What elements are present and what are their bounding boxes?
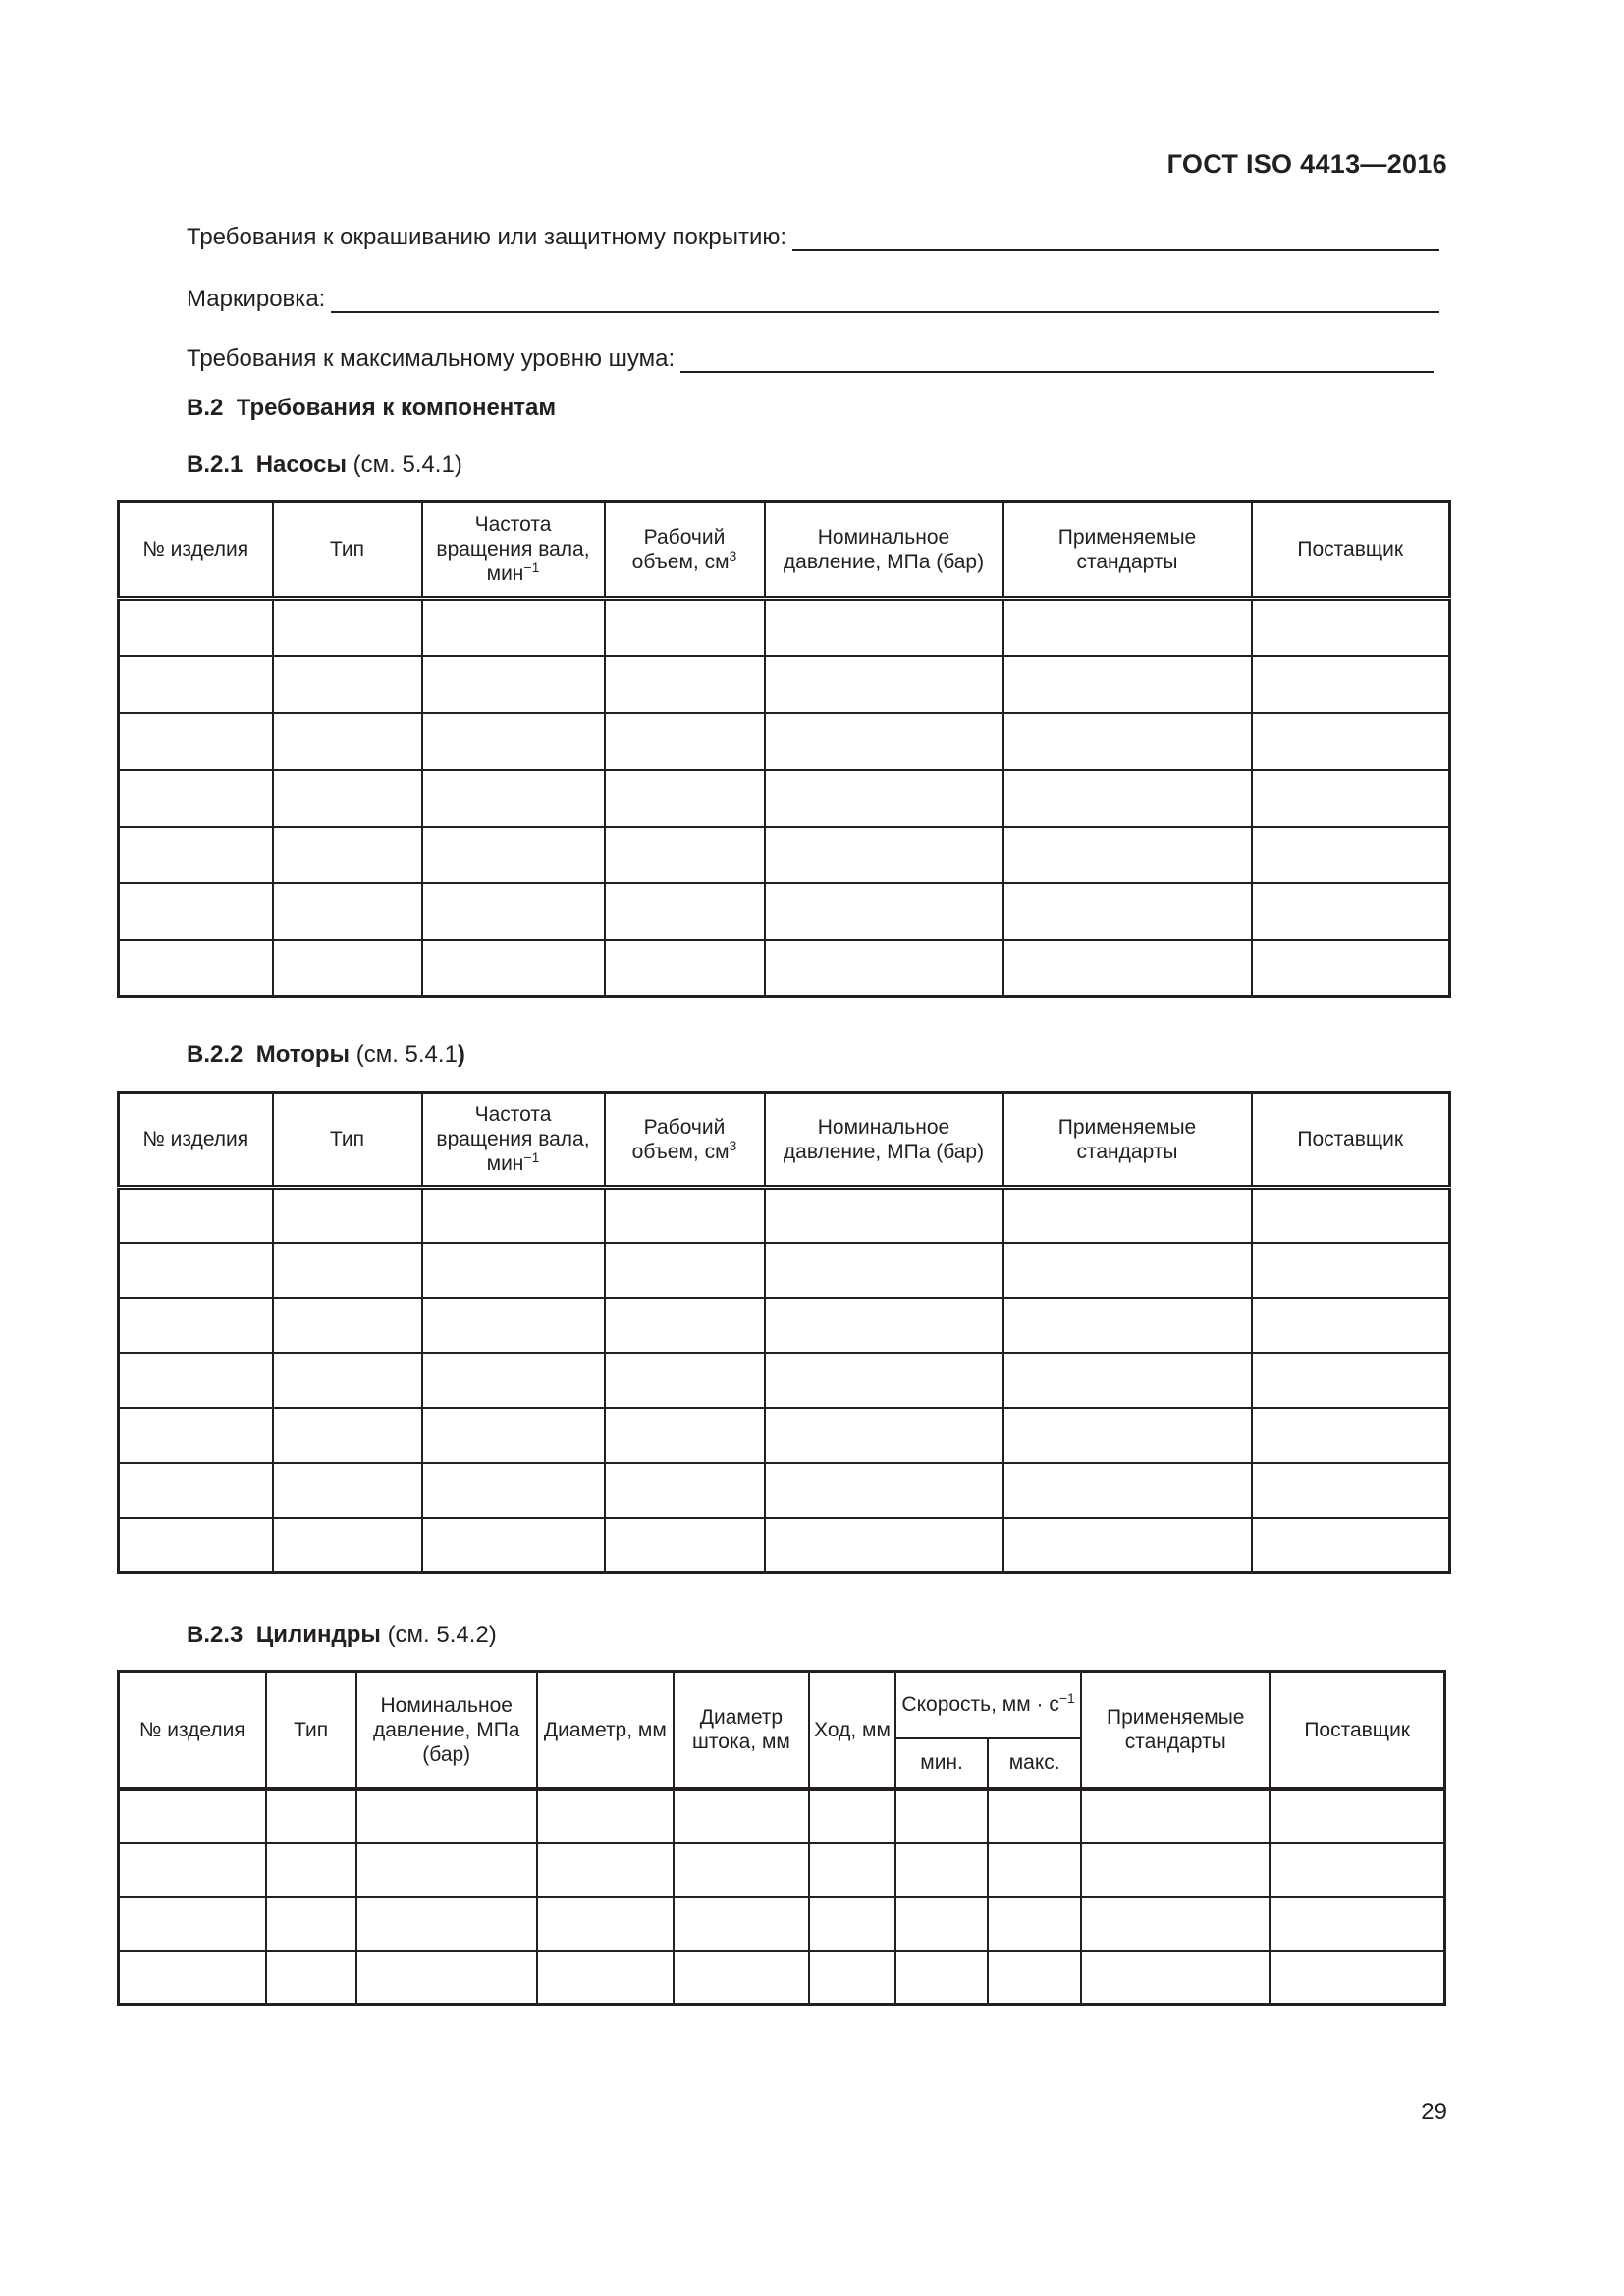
marking-blank[interactable] [331,292,1439,313]
motors-cell[interactable] [1003,1298,1252,1353]
cylinders-cell[interactable] [1081,1789,1270,1843]
cyl-col-standards: Применяемые стандарты [1081,1672,1270,1789]
motors-cell[interactable] [1003,1518,1252,1573]
pumps-body [119,599,1450,997]
motors-cell[interactable] [273,1408,422,1463]
pumps-cell[interactable] [1252,940,1450,997]
cyl-col-pressure: Номинальное давление, МПа (бар) [356,1672,537,1789]
document-header: ГОСТ ISO 4413—2016 [1166,149,1447,179]
cylinders-cell[interactable] [988,1843,1081,1897]
cylinders-cell[interactable] [356,1789,537,1843]
motors-col-pressure: Номинальное давление, МПа (бар) [765,1093,1003,1188]
motors-cell[interactable] [1252,1463,1450,1518]
cylinders-cell[interactable] [356,1897,537,1951]
motors-cell[interactable] [1003,1408,1252,1463]
pumps-cell[interactable] [119,656,273,713]
pumps-cell[interactable] [765,883,1003,940]
pumps-col-volume: Рабочий объем, $см^3$ [605,502,765,599]
cylinders-cell[interactable] [809,1843,895,1897]
cylinders-cell[interactable] [988,1951,1081,2005]
cylinders-cell[interactable] [119,1897,266,1951]
pumps-cell[interactable] [422,599,605,656]
pumps-cell[interactable] [422,827,605,883]
cylinders-cell[interactable] [266,1951,356,2005]
motors-cell[interactable] [422,1243,605,1298]
noise-field [187,346,1434,373]
motors-cell[interactable] [422,1353,605,1408]
pumps-cell[interactable] [422,940,605,997]
cylinders-cell[interactable] [1270,1897,1444,1951]
motors-cell[interactable] [422,1408,605,1463]
pumps-cell[interactable] [605,599,765,656]
cylinders-cell[interactable] [266,1789,356,1843]
cylinders-cell[interactable] [674,1897,809,1951]
motors-cell[interactable] [119,1518,273,1573]
pumps-cell[interactable] [1003,656,1252,713]
coating-blank[interactable] [792,230,1439,251]
motors-cell[interactable] [273,1518,422,1573]
cylinders-row [119,1897,1445,1951]
motors-cell[interactable] [1252,1353,1450,1408]
motors-cell[interactable] [765,1518,1003,1573]
pumps-row [119,770,1450,827]
section-number: В.2 [187,395,224,421]
pumps-cell[interactable] [119,599,273,656]
cylinders-cell[interactable] [674,1951,809,2005]
cyl-col-supplier: Поставщик [1270,1672,1444,1789]
coating-label: Требования к окрашиванию или защитному покрытию: [187,224,787,250]
motors-cell[interactable] [765,1243,1003,1298]
pumps-cell[interactable] [1252,656,1450,713]
pumps-cell[interactable] [765,827,1003,883]
section-title: Требования к компонентам [236,395,557,421]
cylinders-cell[interactable] [988,1897,1081,1951]
motors-ref: (см. 5.4.1 [355,1041,458,1068]
cyl-col-speed-max: макс. [988,1738,1081,1789]
motors-cell[interactable] [605,1408,765,1463]
motors-cell[interactable] [1003,1243,1252,1298]
motors-cell[interactable] [273,1243,422,1298]
cylinders-cell[interactable] [988,1789,1081,1843]
pumps-cell[interactable] [765,599,1003,656]
motors-ref-close: ) [457,1041,465,1068]
cylinders-number: В.2.3 [187,1622,244,1648]
pumps-cell[interactable] [273,827,422,883]
motors-col-supplier: Поставщик [1252,1093,1450,1188]
pumps-title: Насосы [255,452,347,478]
motors-row [119,1353,1450,1408]
motors-cell[interactable] [605,1188,765,1243]
cylinders-cell[interactable] [119,1951,266,2005]
cylinders-cell[interactable] [1081,1843,1270,1897]
motors-cell[interactable] [765,1353,1003,1408]
pumps-col-speed: Частота вращения вала, мин$^{-1}$ [422,502,605,599]
cylinders-cell[interactable] [356,1951,537,2005]
pumps-cell[interactable] [765,940,1003,997]
pumps-cell[interactable] [119,827,273,883]
cylinders-cell[interactable] [537,1789,674,1843]
motors-cell[interactable] [1252,1243,1450,1298]
cylinders-cell[interactable] [895,1951,988,2005]
cyl-col-type: Тип [266,1672,356,1789]
motors-title: Моторы [255,1041,351,1068]
pumps-cell[interactable] [422,656,605,713]
motors-row [119,1518,1450,1573]
pumps-cell[interactable] [765,713,1003,770]
motors-cell[interactable] [1252,1188,1450,1243]
pumps-cell[interactable] [605,940,765,997]
motors-number: В.2.2 [187,1041,244,1068]
cyl-col-speed: Скорость, мм · $с^{-1}$ [895,1672,1081,1738]
pumps-cell[interactable] [1252,599,1450,656]
cylinders-cell[interactable] [537,1843,674,1897]
cylinders-cell[interactable] [119,1789,266,1843]
motors-cell[interactable] [422,1463,605,1518]
motors-cell[interactable] [605,1518,765,1573]
pumps-table [117,500,1451,998]
motors-cell[interactable] [422,1518,605,1573]
pumps-cell[interactable] [1252,770,1450,827]
cylinders-cell[interactable] [674,1789,809,1843]
motors-col-volume: Рабочий объем, $см^3$ [605,1093,765,1188]
motors-cell[interactable] [1003,1463,1252,1518]
cylinders-cell[interactable] [674,1843,809,1897]
motors-cell[interactable] [119,1408,273,1463]
motors-row [119,1408,1450,1463]
page-number: 29 [1421,2099,1447,2125]
motors-cell[interactable] [605,1298,765,1353]
pumps-cell[interactable] [605,827,765,883]
cylinders-cell[interactable] [1270,1951,1444,2005]
cylinders-row [119,1843,1445,1897]
motors-row [119,1188,1450,1243]
motors-cell[interactable] [1003,1188,1252,1243]
motors-cell[interactable] [765,1188,1003,1243]
pumps-cell[interactable] [765,656,1003,713]
motors-cell[interactable] [273,1353,422,1408]
cylinders-cell[interactable] [266,1843,356,1897]
motors-row [119,1298,1450,1353]
pumps-row [119,656,1450,713]
motors-row [119,1243,1450,1298]
pumps-heading [187,452,462,479]
motors-cell[interactable] [765,1463,1003,1518]
cylinders-cell[interactable] [119,1843,266,1897]
cylinders-cell[interactable] [809,1951,895,2005]
cylinders-heading [187,1622,497,1649]
cyl-col-diameter: Диаметр, мм [537,1672,674,1789]
pumps-cell[interactable] [1003,827,1252,883]
pumps-cell[interactable] [1003,599,1252,656]
motors-cell[interactable] [1252,1408,1450,1463]
pumps-cell[interactable] [273,599,422,656]
motors-col-item-no: № изделия [119,1093,273,1188]
motors-cell[interactable] [273,1298,422,1353]
motors-cell[interactable] [1003,1353,1252,1408]
noise-label: Требования к максимальному уровню шума: [187,346,676,372]
pumps-cell[interactable] [1003,713,1252,770]
pumps-cell[interactable] [1252,827,1450,883]
pumps-cell[interactable] [422,883,605,940]
cylinders-cell[interactable] [1270,1843,1444,1897]
pumps-col-standards: Применяемые стандарты [1003,502,1252,599]
pumps-cell[interactable] [119,883,273,940]
motors-cell[interactable] [765,1298,1003,1353]
pumps-cell[interactable] [422,713,605,770]
motors-body [119,1188,1450,1573]
pumps-row [119,827,1450,883]
motors-table [117,1091,1451,1574]
motors-cell[interactable] [119,1353,273,1408]
cylinders-cell[interactable] [895,1897,988,1951]
pumps-row [119,599,1450,656]
pumps-cell[interactable] [422,770,605,827]
cyl-col-speed-min: мин. [895,1738,988,1789]
motors-cell[interactable] [422,1298,605,1353]
motors-cell[interactable] [765,1408,1003,1463]
motors-col-standards: Применяемые стандарты [1003,1093,1252,1188]
cylinders-cell[interactable] [537,1897,674,1951]
pumps-cell[interactable] [273,883,422,940]
pumps-cell[interactable] [273,940,422,997]
motors-cell[interactable] [605,1463,765,1518]
pumps-cell[interactable] [765,770,1003,827]
pumps-ref: (см. 5.4.1) [352,452,462,478]
pumps-cell[interactable] [273,770,422,827]
motors-cell[interactable] [119,1243,273,1298]
cylinders-cell[interactable] [1270,1789,1444,1843]
noise-blank[interactable] [680,351,1434,373]
cylinders-cell[interactable] [895,1789,988,1843]
pumps-cell[interactable] [273,713,422,770]
cyl-col-item-no: № изделия [119,1672,266,1789]
motors-cell[interactable] [422,1188,605,1243]
pumps-cell[interactable] [1003,770,1252,827]
cylinders-cell[interactable] [356,1843,537,1897]
cylinders-row [119,1789,1445,1843]
pumps-row [119,883,1450,940]
pumps-cell[interactable] [119,770,273,827]
pumps-number: В.2.1 [187,452,244,478]
cylinders-cell[interactable] [809,1897,895,1951]
cylinders-ref: (см. 5.4.2) [387,1622,497,1648]
pumps-row [119,713,1450,770]
pumps-cell[interactable] [605,883,765,940]
pumps-col-supplier: Поставщик [1252,502,1450,599]
pumps-row [119,940,1450,997]
pumps-cell[interactable] [605,656,765,713]
motors-cell[interactable] [119,1188,273,1243]
pumps-cell[interactable] [1003,883,1252,940]
pumps-col-type: Тип [273,502,422,599]
motors-row [119,1463,1450,1518]
pumps-cell[interactable] [1252,883,1450,940]
coating-field [187,224,1439,251]
pumps-cell[interactable] [605,713,765,770]
cylinders-row [119,1951,1445,2005]
cylinders-table [117,1670,1446,2006]
cylinders-title: Цилиндры [255,1622,381,1648]
motors-cell[interactable] [119,1463,273,1518]
cylinders-cell[interactable] [1081,1897,1270,1951]
motors-col-type: Тип [273,1093,422,1188]
pumps-col-pressure: Номинальное давление, МПа (бар) [765,502,1003,599]
cyl-col-rod-diameter: Диаметр штока, мм [674,1672,809,1789]
pumps-cell[interactable] [119,940,273,997]
motors-col-speed: Частота вращения вала, мин$^{-1}$ [422,1093,605,1188]
cylinders-cell[interactable] [895,1843,988,1897]
pumps-cell[interactable] [1003,940,1252,997]
marking-field [187,286,1439,313]
motors-cell[interactable] [273,1188,422,1243]
cylinders-body [119,1789,1445,2005]
pumps-cell[interactable] [605,770,765,827]
pumps-col-item-no: № изделия [119,502,273,599]
pumps-cell[interactable] [119,713,273,770]
cylinders-cell[interactable] [537,1951,674,2005]
pumps-cell[interactable] [1252,713,1450,770]
pumps-cell[interactable] [273,656,422,713]
motors-heading [187,1041,465,1069]
motors-cell[interactable] [605,1353,765,1408]
cyl-col-stroke: Ход, мм [809,1672,895,1789]
marking-label: Маркировка: [187,286,326,312]
motors-cell[interactable] [605,1243,765,1298]
section-heading [187,395,556,422]
motors-cell[interactable] [1252,1298,1450,1353]
motors-cell[interactable] [1252,1518,1450,1573]
cylinders-cell[interactable] [266,1897,356,1951]
motors-cell[interactable] [273,1463,422,1518]
cylinders-cell[interactable] [809,1789,895,1843]
cylinders-cell[interactable] [1081,1951,1270,2005]
motors-cell[interactable] [119,1298,273,1353]
